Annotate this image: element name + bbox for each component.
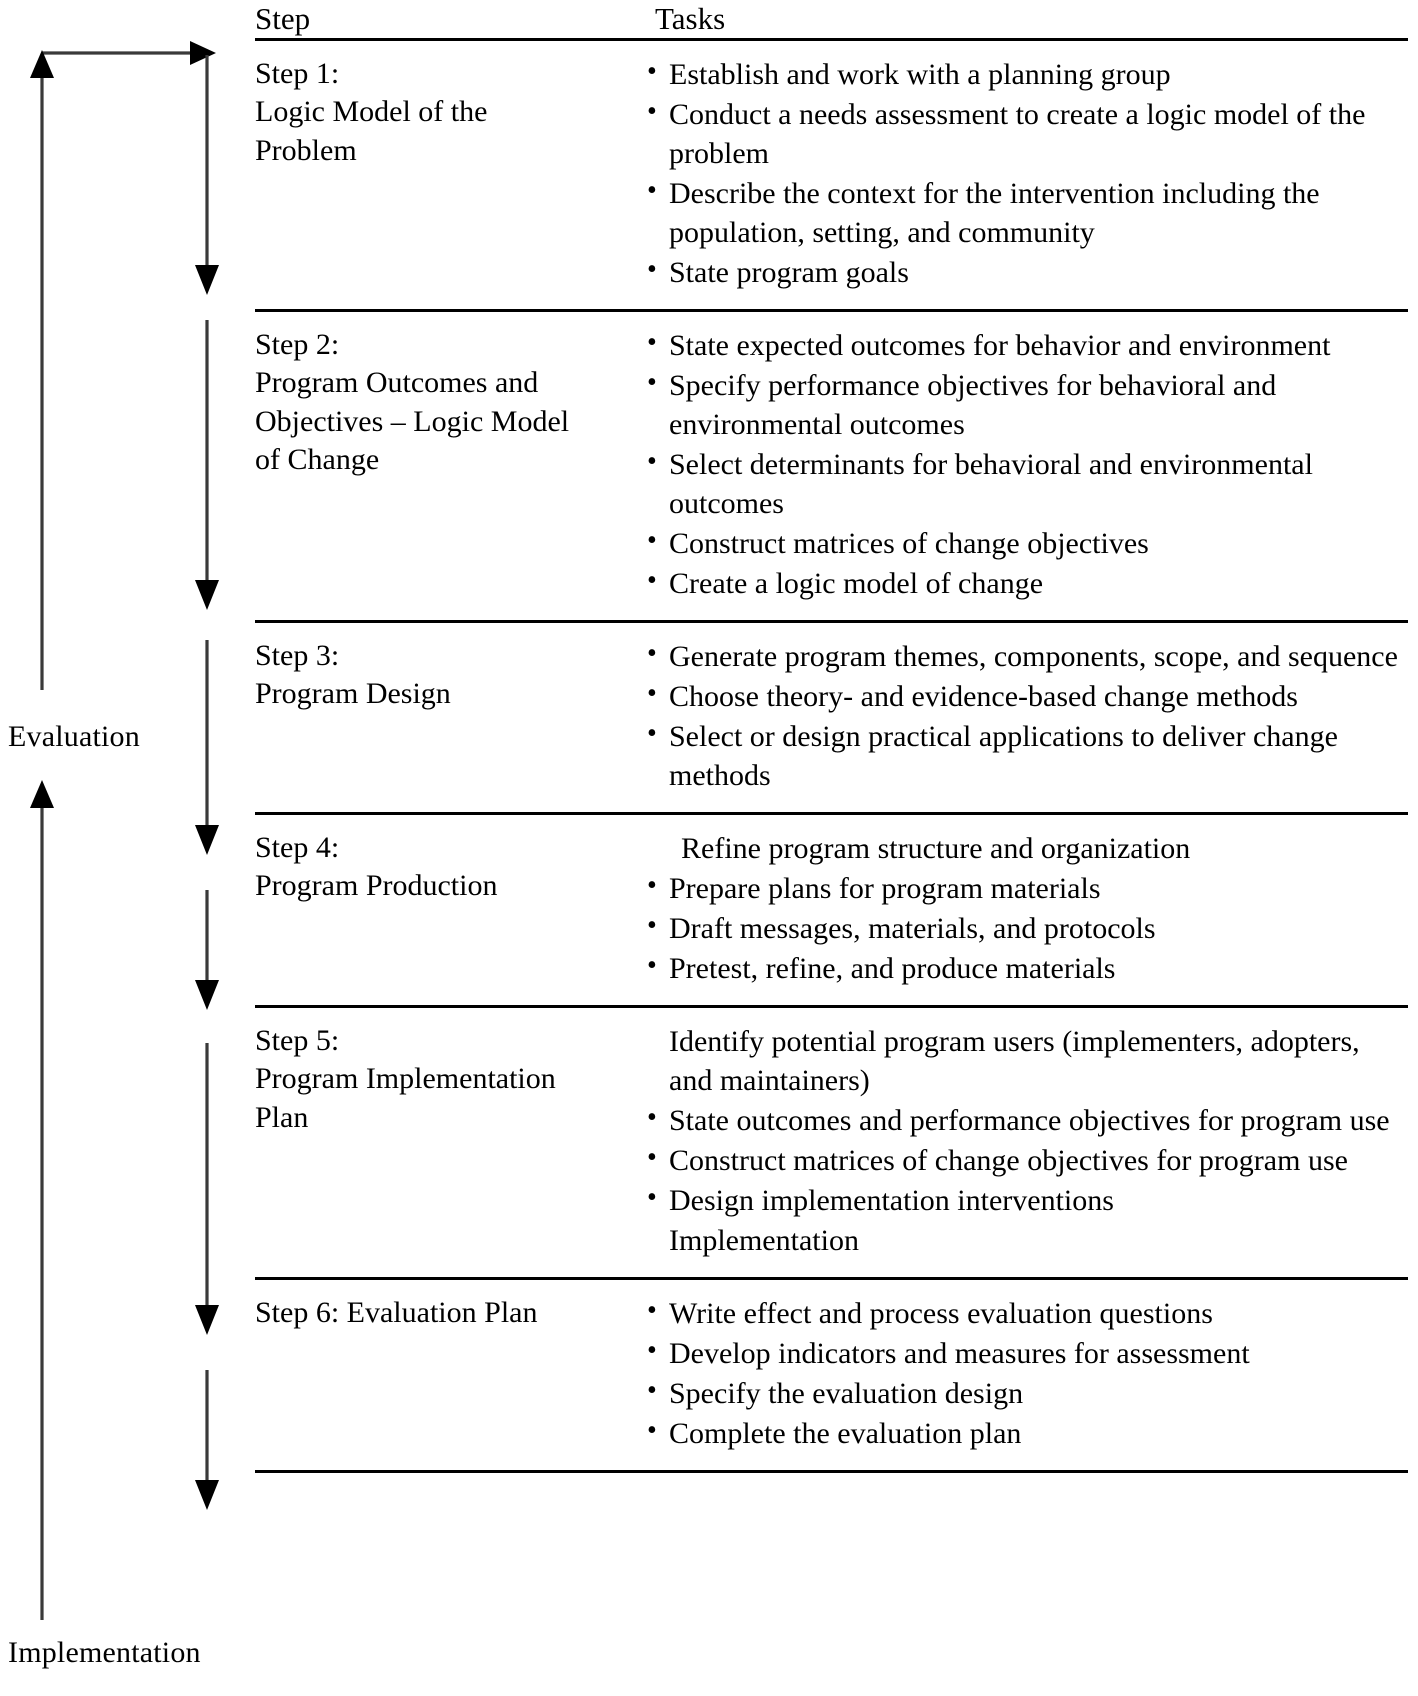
bottom-rule-right (645, 1471, 1408, 1473)
step-down-arrow-2 (195, 320, 219, 610)
step-label-line: Plan (255, 1100, 309, 1134)
step-cell (255, 621, 645, 813)
step-label-line: Program Production (255, 869, 498, 903)
task-item: • Select or design practical applications to deliver change methods (645, 717, 1408, 795)
step-down-arrow-6 (195, 1370, 219, 1510)
task-list (645, 326, 1408, 603)
step-label-line: Step 1: (255, 56, 340, 90)
table-body (255, 39, 1408, 1473)
implementation-up-arrow-lower (30, 780, 54, 1620)
step-down-arrow-4 (195, 890, 219, 1010)
evaluation-flow-label: Evaluation (8, 720, 140, 753)
task-item: • Draft messages, materials, and protocols (645, 909, 1408, 948)
task-item: • Design implementation interventions (645, 1181, 1408, 1220)
task-item: • Construct matrices of change objectives for program use (645, 1141, 1408, 1180)
task-list (645, 1022, 1408, 1260)
task-list (645, 829, 1408, 988)
task-item: • Pretest, refine, and produce materials (645, 949, 1408, 988)
step-cell (255, 310, 645, 621)
top-connector-arrow (42, 41, 216, 65)
evaluation-up-arrow-upper (30, 50, 54, 690)
step-cell (255, 1006, 645, 1278)
task-item: • Specify performance objectives for behavioral and environmental outcomes (645, 366, 1408, 444)
step-cell (255, 813, 645, 1006)
task-item: • State program goals (645, 253, 1408, 292)
intervention-mapping-table (255, 0, 1410, 1473)
task-list (645, 1294, 1408, 1453)
task-item: • Generate program themes, components, scope, and sequence (645, 637, 1408, 676)
task-item: • State expected outcomes for behavior and environment (645, 326, 1408, 365)
flow-arrow-diagram (0, 0, 260, 1691)
tasks-cell (645, 1278, 1408, 1471)
table-header (255, 0, 1408, 39)
implementation-flow-label: Implementation (8, 1636, 201, 1669)
step-label-line: Step 3: (255, 638, 340, 672)
tasks-cell (645, 1006, 1408, 1278)
column-header-step: Step (255, 1, 311, 36)
step-cell (255, 39, 645, 310)
step-label-line: Program Design (255, 677, 451, 711)
step-down-arrow-5 (195, 1043, 219, 1335)
task-item: • State outcomes and performance objectives for program use (645, 1101, 1408, 1140)
task-item: • Complete the evaluation plan (645, 1414, 1408, 1453)
table-row (255, 39, 1408, 310)
step-label-line: Step 5: (255, 1023, 340, 1057)
tasks-cell (645, 39, 1408, 310)
task-item: • Create a logic model of change (645, 564, 1408, 603)
task-item: • Describe the context for the intervention including the population, setting, and community (645, 174, 1408, 252)
step-label-line: Program Outcomes and (255, 366, 539, 400)
tasks-cell (645, 813, 1408, 1006)
table-row (255, 813, 1408, 1006)
task-list (645, 55, 1408, 292)
step-label-line: Problem (255, 133, 357, 167)
flow-arrows-svg (0, 0, 260, 1691)
tasks-cell (645, 621, 1408, 813)
step-label-line: Step 4: (255, 830, 340, 864)
step-label-line: of Change (255, 442, 380, 476)
table-row (255, 310, 1408, 621)
task-item: • Conduct a needs assessment to create a logic model of the problem (645, 95, 1408, 173)
table-row (255, 621, 1408, 813)
tasks-cell (645, 310, 1408, 621)
task-item: • Prepare plans for program materials (645, 869, 1408, 908)
task-item: • Write effect and process evaluation questions (645, 1294, 1408, 1333)
table-bottom-rule (255, 1471, 1408, 1473)
table-row (255, 1278, 1408, 1471)
step-down-arrow-3 (195, 640, 219, 855)
table-row (255, 1006, 1408, 1278)
step-label-line: Step 6: Evaluation Plan (255, 1295, 538, 1329)
task-item: • Develop indicators and measures for assessment (645, 1334, 1408, 1373)
step-label-line: Program Implementation (255, 1062, 556, 1096)
task-list (645, 637, 1408, 795)
task-item: Refine program structure and organization (681, 831, 1191, 865)
task-item: • Select determinants for behavioral and environmental outcomes (645, 445, 1408, 523)
task-item: • Establish and work with a planning group (645, 55, 1408, 94)
step-down-arrow-1 (195, 55, 219, 295)
task-item: • Construct matrices of change objectives (645, 524, 1408, 563)
task-item: • Specify the evaluation design (645, 1374, 1408, 1413)
column-header-tasks: Tasks (655, 1, 726, 36)
task-item: • Choose theory- and evidence-based change methods (645, 677, 1408, 716)
task-item: Implementation (669, 1223, 859, 1257)
step-label-line: Step 2: (255, 327, 340, 361)
step-label-line: Objectives – Logic Model (255, 404, 570, 438)
steps-tasks-table (255, 0, 1408, 1473)
header-row (255, 0, 1408, 38)
step-label-line: Logic Model of the (255, 95, 488, 129)
step-cell (255, 1278, 645, 1471)
task-item: Identify potential program users (implementers, adopters, and maintainers) (669, 1024, 1360, 1097)
bottom-rule-left (255, 1471, 645, 1473)
